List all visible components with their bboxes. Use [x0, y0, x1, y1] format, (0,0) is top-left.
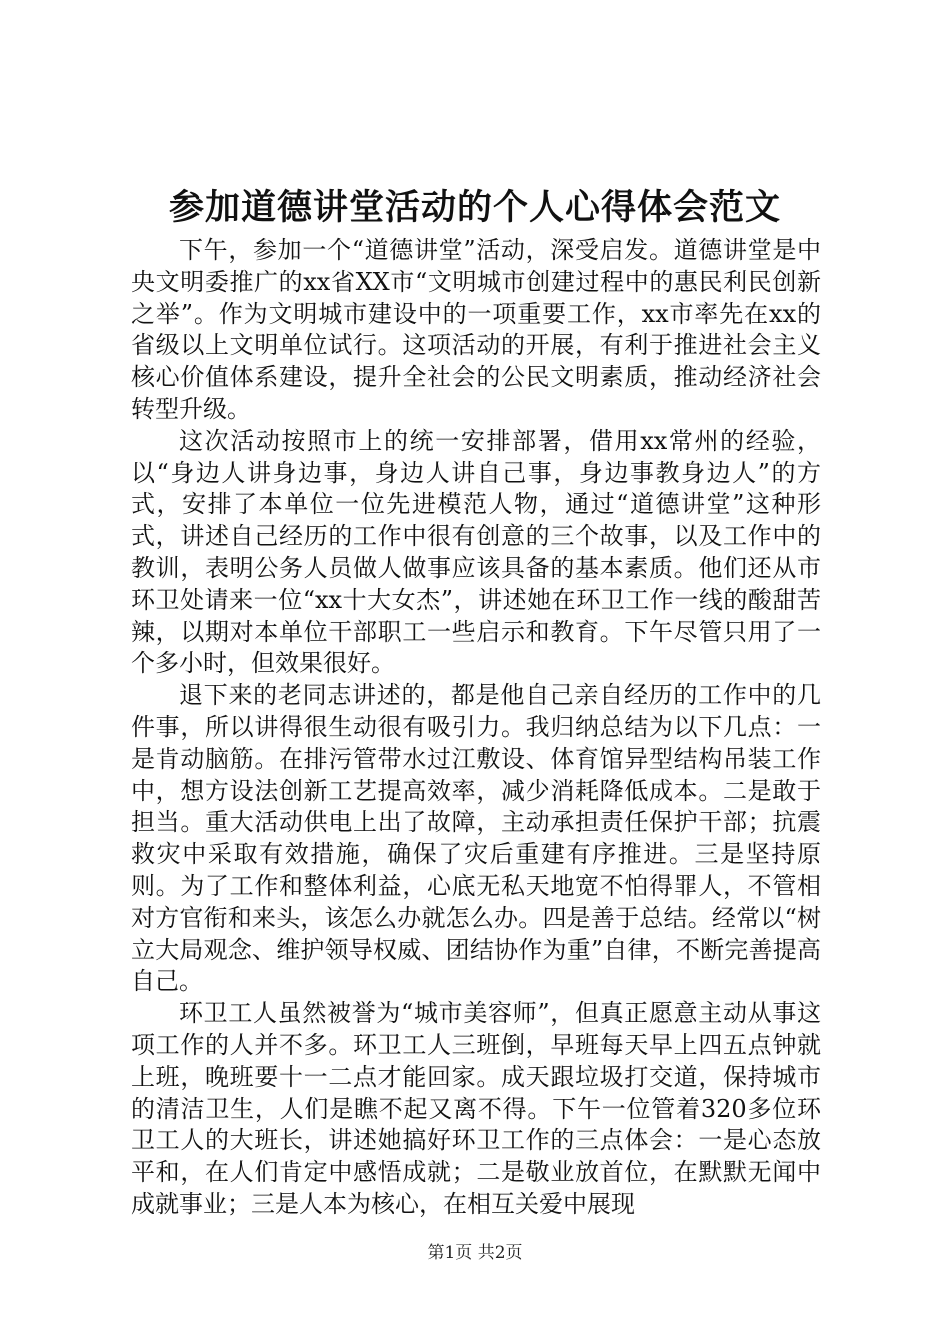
paragraph-1: 下午，参加一个“道德讲堂”活动，深受启发。道德讲堂是中央文明委推广的xx省XX市“文明城市创建过程中的惠民利民创新之举”。作为文明城市建设中的一项重要工作，xx市率先在xx的省级以上文明单位试行。这项活动的开展，有利于推进社会主义核心价值体系建设，提升全社会的公民文明素质，推动经济社会转型升级。	[131, 236, 821, 423]
document-title: 参加道德讲堂活动的个人心得体会范文	[168, 187, 781, 228]
paragraph-4: 环卫工人虽然被誉为“城市美容师”，但真正愿意主动从事这项工作的人并不多。环卫工人三班倒，早班每天早上四五点钟就上班，晚班要十一二点才能回家。成天跟垃圾打交道，保持城市的清洁卫生，人们是瞧不起又离不得。下午一位管着320多位环卫工人的大班长，讲述她搞好环卫工作的三点体会：一是心态放平和，在人们肯定中感悟成就；二是敬业放首位，在默默无闻中成就事业；三是人本为核心，在相互关爱中展现	[131, 999, 821, 1218]
paragraph-3: 退下来的老同志讲述的，都是他自己亲自经历的工作中的几件事，所以讲得很生动很有吸引力。我归纳总结为以下几点：一是肯动脑筋。在排污管带水过江敷设、体育馆异型结构吊装工作中，想方设法创新工艺提高效率，减少消耗降低成本。二是敢于担当。重大活动供电上出了故障，主动承担责任保护干部；抗震救灾中采取有效措施，确保了灾后重建有序推进。三是坚持原则。为了工作和整体利益，心底无私天地宽不怕得罪人，不管相对方官衔和来头，该怎么办就怎么办。四是善于总结。经常以“树立大局观念、维护领导权威、团结协作为重”自律，不断完善提高自己。	[131, 681, 821, 996]
paragraph-2: 这次活动按照市上的统一安排部署，借用xx常州的经验，以“身边人讲身边事，身边人讲自己事，身边事教身边人”的方式，安排了本单位一位先进模范人物，通过“道德讲堂”这种形式，讲述自己经历的工作中很有创意的三个故事，以及工作中的教训，表明公务人员做人做事应该具备的基本素质。他们还从市环卫处请来一位“xx十大女杰”，讲述她在环卫工作一线的酸甜苦辣，以期对本单位干部职工一些启示和教育。下午尽管只用了一个多小时，但效果很好。	[131, 426, 821, 678]
document-body	[131, 235, 821, 1221]
page-number-footer: 第1页 共2页	[427, 1243, 523, 1263]
